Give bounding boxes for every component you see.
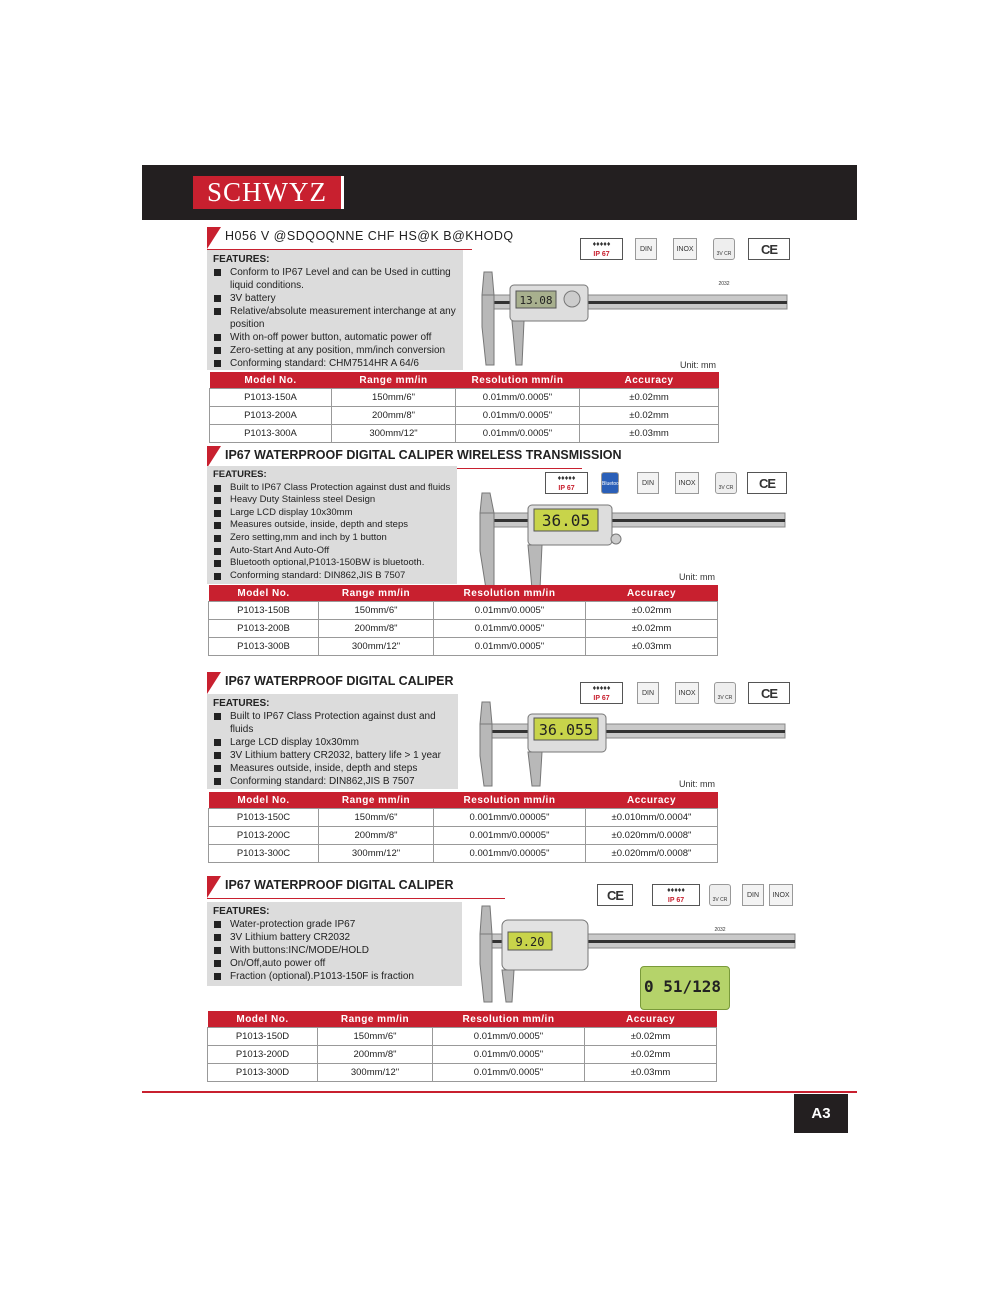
- range-cell: 150mm/6": [319, 809, 434, 827]
- feature-item: Large LCD display 10x30mm: [213, 507, 451, 520]
- column-header: Resolution mm/in: [434, 585, 586, 602]
- table-row: [210, 407, 719, 425]
- column-header: Range mm/in: [318, 1011, 433, 1028]
- feature-item: Measures outside, inside, depth and steps: [213, 519, 451, 532]
- accuracy-cell: ±0.03mm: [585, 1064, 717, 1082]
- features-heading: FEATURES:: [213, 906, 270, 917]
- range-cell: 150mm/6": [318, 1028, 433, 1046]
- inox-badge: INOX: [673, 238, 697, 260]
- features-heading: FEATURES:: [213, 254, 270, 265]
- table-row: [209, 602, 718, 620]
- feature-item: Water-protection grade IP67: [213, 918, 456, 931]
- logo-divider: [341, 176, 344, 209]
- range-cell: 300mm/12": [319, 845, 434, 863]
- section-title-block: [207, 446, 622, 468]
- unit-label: Unit: mm: [680, 360, 716, 370]
- feature-item: Measures outside, inside, depth and steps: [213, 762, 452, 775]
- accuracy-cell: ±0.02mm: [580, 407, 719, 425]
- table-row: [209, 620, 718, 638]
- table-row: [209, 827, 718, 845]
- spec-table: [209, 372, 719, 443]
- column-header: Range mm/in: [319, 585, 434, 602]
- column-header: Range mm/in: [319, 792, 434, 809]
- title-marker: [207, 227, 221, 249]
- title-underline: [207, 898, 505, 899]
- resolution-cell: 0.001mm/0.00005": [434, 827, 586, 845]
- column-header: Accuracy: [580, 372, 719, 389]
- ip67-badge: ♦♦♦♦♦ IP 67: [652, 884, 700, 906]
- model-cell: P1013-200B: [209, 620, 319, 638]
- table-row: [209, 638, 718, 656]
- model-cell: P1013-300A: [210, 425, 332, 443]
- certification-badges: [580, 238, 795, 287]
- spec-table: [208, 585, 718, 656]
- feature-item: On/Off,auto power off: [213, 957, 456, 970]
- column-header: Model No.: [209, 792, 319, 809]
- column-header: Model No.: [209, 585, 319, 602]
- ce-mark: CE: [747, 472, 787, 494]
- model-cell: P1013-150C: [209, 809, 319, 827]
- feature-item: Built to IP67 Class Protection against dust and fluids: [213, 482, 451, 495]
- feature-item: 3V battery: [213, 292, 457, 305]
- battery-icon: 3V CR 2032: [709, 884, 731, 906]
- model-cell: P1013-200D: [208, 1046, 318, 1064]
- caliper-image: [472, 267, 792, 367]
- section-title: IP67 WATERPROOF DIGITAL CALIPER: [225, 878, 454, 892]
- din-badge: DIN: [637, 682, 659, 704]
- table-row: [208, 1028, 717, 1046]
- column-header: Range mm/in: [332, 372, 456, 389]
- range-cell: 200mm/8": [318, 1046, 433, 1064]
- caliper-image: [472, 904, 802, 1004]
- features-box: [207, 902, 462, 986]
- accuracy-cell: ±0.020mm/0.0008": [586, 827, 718, 845]
- feature-item: 3V Lithium battery CR2032, battery life > 1 year: [213, 749, 452, 762]
- feature-item: Conform to IP67 Level and can be Used in cutting liquid conditions.: [213, 266, 457, 292]
- range-cell: 200mm/8": [319, 620, 434, 638]
- lcd-display: 13.08: [519, 294, 553, 307]
- feature-item: Conforming standard: CHM7514HR A 64/6: [213, 357, 457, 370]
- model-cell: P1013-300C: [209, 845, 319, 863]
- section-title: H056 V @SDQOQNNE CHF HS@K B@KHODQ: [225, 229, 514, 243]
- features-box: [207, 694, 458, 789]
- feature-item: With buttons:INC/MODE/HOLD: [213, 944, 456, 957]
- feature-item: Built to IP67 Class Protection against dust and fluids: [213, 710, 452, 736]
- accuracy-cell: ±0.03mm: [586, 638, 718, 656]
- feature-item: Large LCD display 10x30mm: [213, 736, 452, 749]
- brand-logo: SCHWYZ: [193, 176, 341, 209]
- title-marker: [207, 876, 221, 898]
- range-cell: 300mm/12": [332, 425, 456, 443]
- battery-icon: 3V CR: [715, 472, 737, 494]
- din-badge: DIN: [742, 884, 764, 906]
- resolution-cell: 0.01mm/0.0005": [434, 620, 586, 638]
- range-cell: 200mm/8": [332, 407, 456, 425]
- spec-table: [207, 1011, 717, 1082]
- ip67-badge: ♦♦♦♦♦ IP 67: [580, 682, 623, 704]
- accuracy-cell: ±0.02mm: [580, 389, 719, 407]
- feature-item: Auto-Start And Auto-Off: [213, 545, 451, 558]
- ce-mark: CE: [597, 884, 633, 906]
- column-header: Resolution mm/in: [433, 1011, 585, 1028]
- feature-item: Zero setting,mm and inch by 1 button: [213, 532, 451, 545]
- lcd-display: 36.055: [538, 721, 594, 739]
- spec-table: [208, 792, 718, 863]
- ce-mark: CE: [748, 682, 790, 704]
- model-cell: P1013-150D: [208, 1028, 318, 1046]
- product-section-b: [207, 446, 797, 662]
- features-heading: FEATURES:: [213, 469, 267, 480]
- feature-item: Conforming standard: DIN862,JIS B 7507: [213, 775, 452, 788]
- model-cell: P1013-150B: [209, 602, 319, 620]
- column-header: Accuracy: [586, 585, 718, 602]
- range-cell: 150mm/6": [319, 602, 434, 620]
- model-cell: P1013-300B: [209, 638, 319, 656]
- accuracy-cell: ±0.02mm: [586, 620, 718, 638]
- table-row: [209, 845, 718, 863]
- ip67-badge: ♦♦♦♦♦ IP 67: [545, 472, 588, 494]
- inox-badge: INOX: [675, 682, 699, 704]
- accuracy-cell: ±0.02mm: [586, 602, 718, 620]
- resolution-cell: 0.01mm/0.0005": [433, 1046, 585, 1064]
- feature-item: Zero-setting at any position, mm/inch conversion: [213, 344, 457, 357]
- section-title-block: [207, 672, 507, 694]
- table-row: [209, 809, 718, 827]
- resolution-cell: 0.01mm/0.0005": [433, 1028, 585, 1046]
- section-title-block: [207, 876, 507, 898]
- feature-item: Fraction (optional).P1013-150F is fraction: [213, 970, 456, 983]
- resolution-cell: 0.01mm/0.0005": [456, 389, 580, 407]
- footer-divider: [142, 1091, 857, 1093]
- range-cell: 200mm/8": [319, 827, 434, 845]
- inox-badge: INOX: [769, 884, 793, 906]
- model-cell: P1013-300D: [208, 1064, 318, 1082]
- feature-item: Relative/absolute measurement interchange at any position: [213, 305, 457, 331]
- battery-icon: 3V CR: [714, 682, 736, 704]
- features-box: [207, 466, 457, 584]
- resolution-cell: 0.01mm/0.0005": [456, 407, 580, 425]
- brand-header: [142, 165, 857, 220]
- table-row: [208, 1064, 717, 1082]
- accuracy-cell: ±0.02mm: [585, 1028, 717, 1046]
- accuracy-cell: ±0.02mm: [585, 1046, 717, 1064]
- section-title: IP67 WATERPROOF DIGITAL CALIPER WIRELESS TRANSMISSION: [225, 448, 622, 462]
- model-cell: P1013-150A: [210, 389, 332, 407]
- fraction-lcd-display: [640, 966, 730, 1010]
- accuracy-cell: ±0.03mm: [580, 425, 719, 443]
- unit-label: Unit: mm: [679, 572, 715, 582]
- resolution-cell: 0.001mm/0.00005": [434, 845, 586, 863]
- range-cell: 300mm/12": [319, 638, 434, 656]
- ip67-badge: ♦♦♦♦♦ IP 67: [580, 238, 623, 260]
- table-row: [210, 425, 719, 443]
- column-header: Accuracy: [585, 1011, 717, 1028]
- resolution-cell: 0.01mm/0.0005": [433, 1064, 585, 1082]
- caliper-image: [472, 700, 792, 788]
- resolution-cell: 0.01mm/0.0005": [456, 425, 580, 443]
- column-header: Model No.: [210, 372, 332, 389]
- page-number: A3: [794, 1094, 848, 1133]
- column-header: Resolution mm/in: [434, 792, 586, 809]
- accuracy-cell: ±0.020mm/0.0008": [586, 845, 718, 863]
- inox-badge: INOX: [675, 472, 699, 494]
- range-cell: 300mm/12": [318, 1064, 433, 1082]
- column-header: Resolution mm/in: [456, 372, 580, 389]
- model-cell: P1013-200C: [209, 827, 319, 845]
- feature-item: 3V Lithium battery CR2032: [213, 931, 456, 944]
- caliper-image: [470, 491, 790, 591]
- resolution-cell: 0.01mm/0.0005": [434, 638, 586, 656]
- resolution-cell: 0.001mm/0.00005": [434, 809, 586, 827]
- ce-mark: CE: [748, 238, 790, 260]
- product-section-c: [207, 672, 797, 870]
- battery-icon: 3V CR 2032: [713, 238, 735, 260]
- section-title: IP67 WATERPROOF DIGITAL CALIPER: [225, 674, 454, 688]
- model-cell: P1013-200A: [210, 407, 332, 425]
- lcd-display: 9.20: [515, 935, 545, 949]
- table-row: [210, 389, 719, 407]
- features-heading: FEATURES:: [213, 698, 270, 709]
- features-box: [207, 250, 463, 370]
- din-badge: DIN: [637, 472, 659, 494]
- bluetooth-icon: Bluetooth: [601, 472, 619, 494]
- feature-item: Heavy Duty Stainless steel Design: [213, 494, 451, 507]
- title-marker: [207, 446, 221, 468]
- product-section-a: [207, 227, 797, 439]
- title-marker: [207, 672, 221, 694]
- feature-item: Bluetooth optional,P1013-150BW is bluetooth.: [213, 557, 451, 570]
- table-row: [208, 1046, 717, 1064]
- feature-item: With on-off power button, automatic power off: [213, 331, 457, 344]
- column-header: Model No.: [208, 1011, 318, 1028]
- column-header: Accuracy: [586, 792, 718, 809]
- range-cell: 150mm/6": [332, 389, 456, 407]
- feature-item: Conforming standard: DIN862,JIS B 7507: [213, 570, 451, 583]
- section-title-block: [207, 227, 514, 249]
- din-badge: DIN: [635, 238, 657, 260]
- lcd-display: 36.05: [541, 511, 591, 530]
- fraction-value: 0 51/128: [643, 977, 721, 996]
- resolution-cell: 0.01mm/0.0005": [434, 602, 586, 620]
- unit-label: Unit: mm: [679, 779, 715, 789]
- accuracy-cell: ±0.010mm/0.0004": [586, 809, 718, 827]
